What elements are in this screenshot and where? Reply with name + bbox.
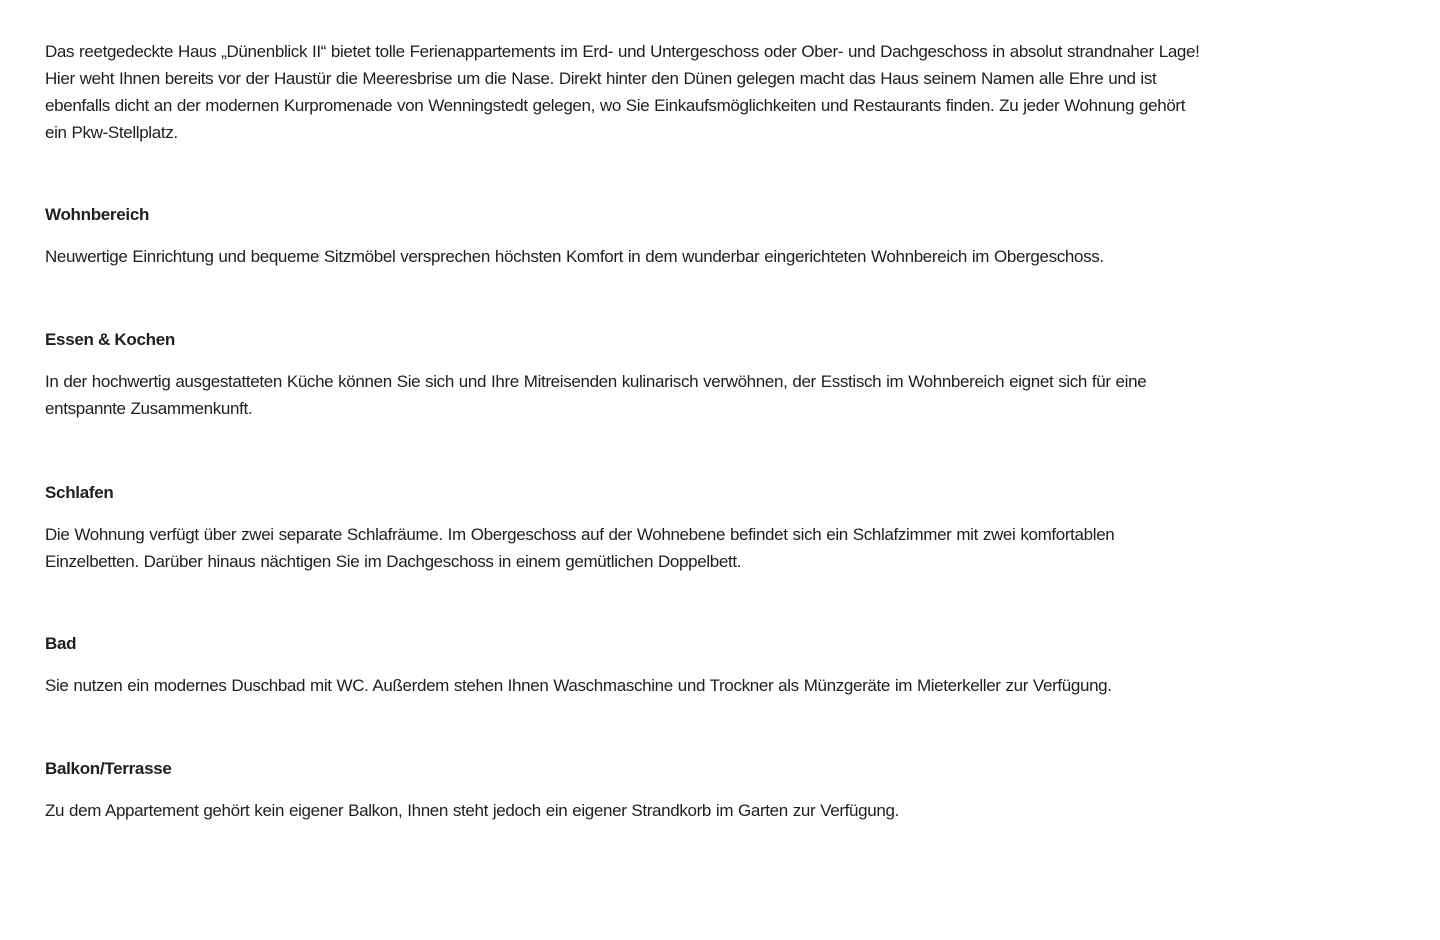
section-heading: Wohnbereich [45,205,150,224]
section-wohnbereich [45,203,1104,270]
section-text [45,797,899,824]
section-essen-kochen [45,328,1146,422]
section-text-line: Zu dem Appartement gehört kein eigener Balkon, Ihnen steht jedoch ein eigener Strandkorb im Garten zur Verfügung. [45,801,899,820]
section-text-line: Neuwertige Einrichtung und bequeme Sitzmöbel versprechen höchsten Komfort in dem wunderbar eingerichteten Wohnbereich im Obergeschoss. [45,247,1104,266]
section-heading: Schlafen [45,483,114,502]
section-heading: Balkon/Terrasse [45,759,172,778]
section-text-line: entspannte Zusammenkunft. [45,399,253,418]
section-text [45,368,1146,422]
intro-line: ebenfalls dicht an der modernen Kurpromenade von Wenningstedt gelegen, wo Sie Einkaufsmöglichkeiten und Restaurants finden. Zu jeder Wohnung gehört [45,96,1186,115]
section-text [45,243,1104,270]
intro-line: ein Pkw-Stellplatz. [45,123,178,142]
intro-line: Hier weht Ihnen bereits vor der Haustür die Meeresbrise um die Nase. Direkt hinter den Dünen gelegen macht das Haus seinem Namen alle Ehre und ist [45,69,1157,88]
section-text-line: Einzelbetten. Darüber hinaus nächtigen Sie im Dachgeschoss in einem gemütlichen Doppelbett. [45,552,742,571]
section-schlafen [45,481,1114,575]
section-bad [45,632,1112,699]
section-heading: Essen & Kochen [45,330,175,349]
intro-paragraph [45,38,1385,146]
section-balkon-terrasse [45,757,899,824]
document-page [0,0,1385,146]
section-heading: Bad [45,634,77,653]
section-text-line: Die Wohnung verfügt über zwei separate Schlafräume. Im Obergeschoss auf der Wohnebene befindet sich ein Schlafzimmer mit zwei komfortablen [45,525,1115,544]
section-text [45,672,1112,699]
section-text [45,521,1114,575]
section-text-line: Sie nutzen ein modernes Duschbad mit WC. Außerdem stehen Ihnen Waschmaschine und Trockner als Münzgeräte im Mieterkeller zur Verfügung. [45,676,1112,695]
intro-line: Das reetgedeckte Haus „Dünenblick II“ bietet tolle Ferienappartements im Erd- und Untergeschoss oder Ober- und Dachgeschoss in absolut strandnaher Lage! [45,42,1200,61]
section-text-line: In der hochwertig ausgestatteten Küche können Sie sich und Ihre Mitreisenden kulinarisch verwöhnen, der Esstisch im Wohnbereich eignet sich für eine [45,372,1147,391]
